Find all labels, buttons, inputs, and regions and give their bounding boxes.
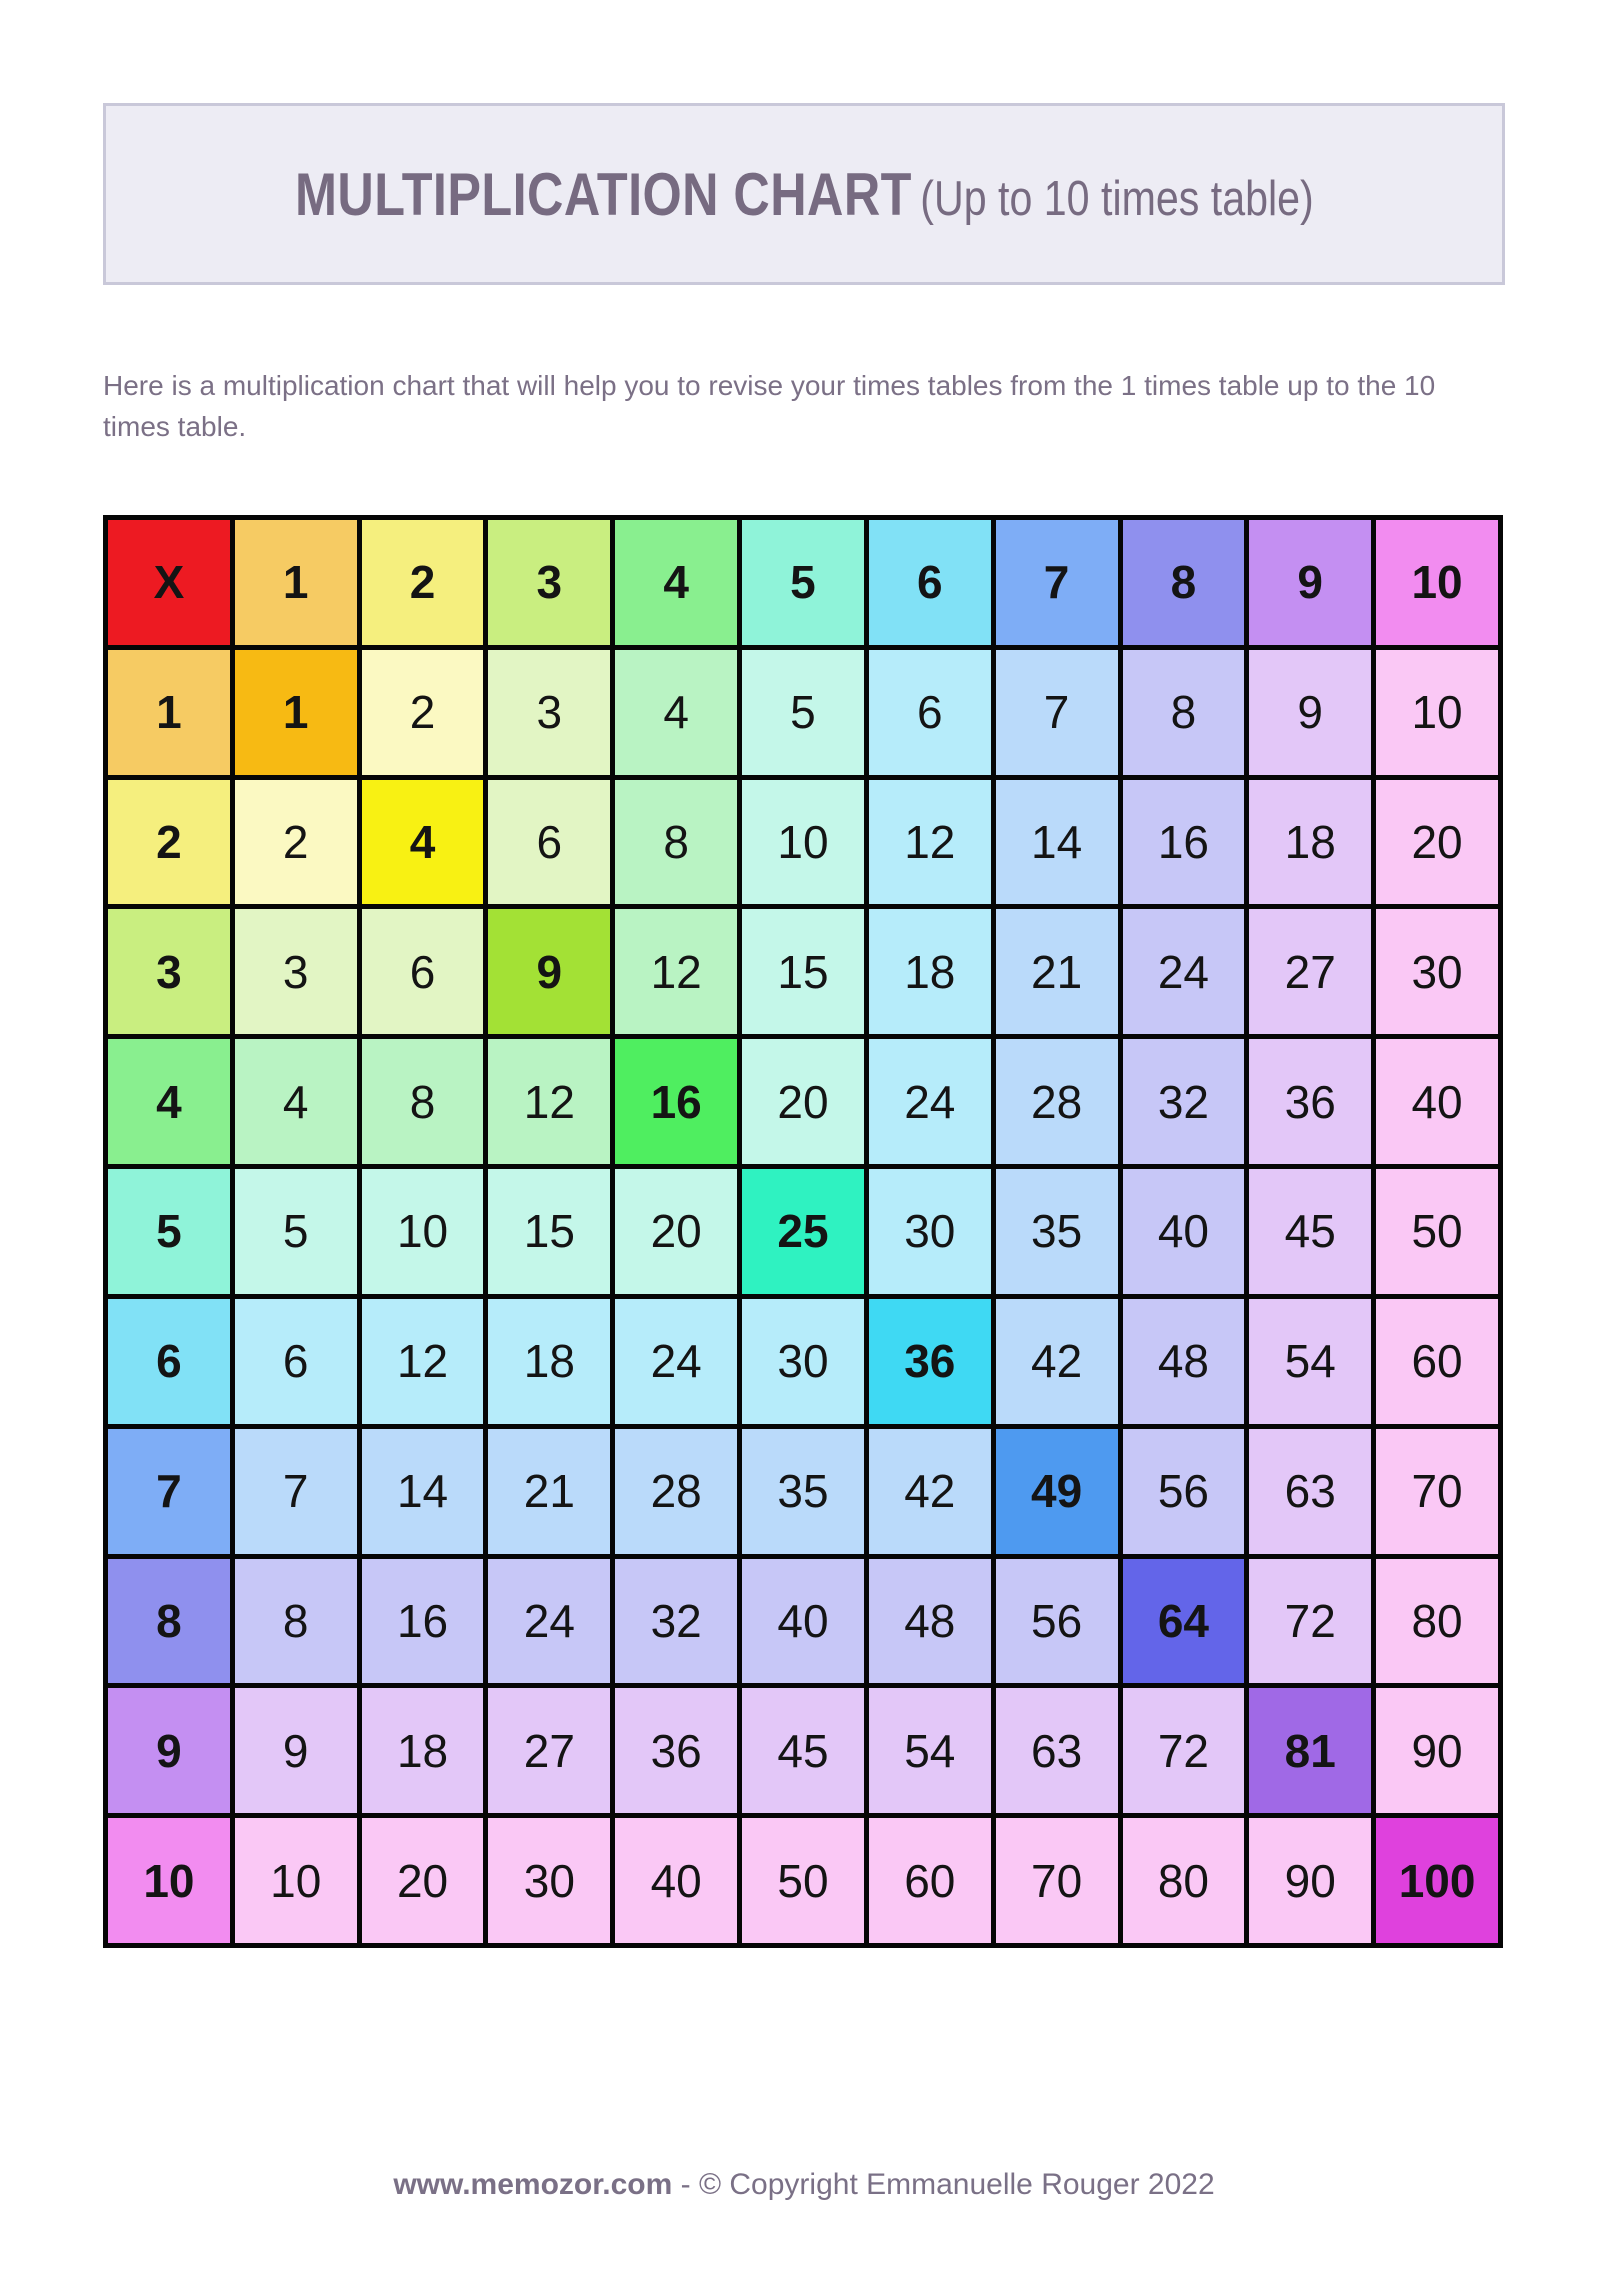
- cell-5x4: 20: [613, 1167, 740, 1297]
- cell-10x7: 70: [993, 1816, 1120, 1946]
- cell-1x5: 5: [740, 647, 867, 777]
- multiplication-table-body: [106, 518, 1501, 1946]
- cell-4x7: 28: [993, 1037, 1120, 1167]
- footer-copyright: © Copyright Emmanuelle Rouger 2022: [698, 2168, 1215, 2201]
- cell-9x1: 9: [232, 1686, 359, 1816]
- cell-3x6: 18: [866, 907, 993, 1037]
- cell-8x1: 8: [232, 1556, 359, 1686]
- cell-8x7: 56: [993, 1556, 1120, 1686]
- column-header-7: 7: [993, 518, 1120, 648]
- cell-3x7: 21: [993, 907, 1120, 1037]
- cell-4x9: 36: [1247, 1037, 1374, 1167]
- cell-2x7: 14: [993, 777, 1120, 907]
- cell-8x8: 64: [1120, 1556, 1247, 1686]
- row-header-9: 9: [106, 1686, 233, 1816]
- cell-4x5: 20: [740, 1037, 867, 1167]
- row-header-8: 8: [106, 1556, 233, 1686]
- cell-10x6: 60: [866, 1816, 993, 1946]
- cell-8x9: 72: [1247, 1556, 1374, 1686]
- cell-1x7: 7: [993, 647, 1120, 777]
- row-header-3: 3: [106, 907, 233, 1037]
- table-row-6: [106, 1296, 1501, 1426]
- cell-2x2: 4: [359, 777, 486, 907]
- cell-7x5: 35: [740, 1426, 867, 1556]
- cell-6x1: 6: [232, 1296, 359, 1426]
- footer: [103, 2168, 1505, 2202]
- cell-10x9: 90: [1247, 1816, 1374, 1946]
- table-row-5: [106, 1167, 1501, 1297]
- multiplication-table: [103, 515, 1503, 1948]
- cell-3x1: 3: [232, 907, 359, 1037]
- cell-3x8: 24: [1120, 907, 1247, 1037]
- cell-5x10: 50: [1374, 1167, 1501, 1297]
- cell-6x5: 30: [740, 1296, 867, 1426]
- cell-1x2: 2: [359, 647, 486, 777]
- cell-3x9: 27: [1247, 907, 1374, 1037]
- cell-7x10: 70: [1374, 1426, 1501, 1556]
- title-suffix: (Up to 10 times table): [919, 171, 1314, 226]
- cell-5x1: 5: [232, 1167, 359, 1297]
- cell-6x10: 60: [1374, 1296, 1501, 1426]
- cell-6x7: 42: [993, 1296, 1120, 1426]
- cell-4x8: 32: [1120, 1037, 1247, 1167]
- column-header-4: 4: [613, 518, 740, 648]
- cell-9x5: 45: [740, 1686, 867, 1816]
- column-header-3: 3: [486, 518, 613, 648]
- cell-9x4: 36: [613, 1686, 740, 1816]
- corner-cell-x: X: [106, 518, 233, 648]
- cell-8x4: 32: [613, 1556, 740, 1686]
- cell-7x9: 63: [1247, 1426, 1374, 1556]
- row-header-6: 6: [106, 1296, 233, 1426]
- cell-6x6: 36: [866, 1296, 993, 1426]
- cell-6x3: 18: [486, 1296, 613, 1426]
- cell-2x5: 10: [740, 777, 867, 907]
- cell-10x5: 50: [740, 1816, 867, 1946]
- intro-text: Here is a multiplication chart that will help you to revise your times tables from the 1 times table up to the 10 times table.: [103, 370, 1436, 442]
- cell-1x1: 1: [232, 647, 359, 777]
- table-row-4: [106, 1037, 1501, 1167]
- cell-7x2: 14: [359, 1426, 486, 1556]
- table-row-9: [106, 1686, 1501, 1816]
- cell-1x8: 8: [1120, 647, 1247, 777]
- cell-5x6: 30: [866, 1167, 993, 1297]
- cell-7x8: 56: [1120, 1426, 1247, 1556]
- cell-3x3: 9: [486, 907, 613, 1037]
- cell-10x4: 40: [613, 1816, 740, 1946]
- cell-1x3: 3: [486, 647, 613, 777]
- cell-10x3: 30: [486, 1816, 613, 1946]
- cell-6x2: 12: [359, 1296, 486, 1426]
- cell-4x2: 8: [359, 1037, 486, 1167]
- cell-1x6: 6: [866, 647, 993, 777]
- row-header-1: 1: [106, 647, 233, 777]
- cell-6x8: 48: [1120, 1296, 1247, 1426]
- table-row-3: [106, 907, 1501, 1037]
- cell-8x6: 48: [866, 1556, 993, 1686]
- column-header-10: 10: [1374, 518, 1501, 648]
- cell-10x1: 10: [232, 1816, 359, 1946]
- cell-5x8: 40: [1120, 1167, 1247, 1297]
- cell-3x2: 6: [359, 907, 486, 1037]
- cell-7x1: 7: [232, 1426, 359, 1556]
- cell-9x6: 54: [866, 1686, 993, 1816]
- column-header-2: 2: [359, 518, 486, 648]
- cell-9x2: 18: [359, 1686, 486, 1816]
- table-row-1: [106, 647, 1501, 777]
- column-header-8: 8: [1120, 518, 1247, 648]
- row-header-4: 4: [106, 1037, 233, 1167]
- page-title: [295, 160, 1314, 229]
- header-row: [106, 518, 1501, 648]
- cell-5x9: 45: [1247, 1167, 1374, 1297]
- cell-5x2: 10: [359, 1167, 486, 1297]
- cell-4x3: 12: [486, 1037, 613, 1167]
- column-header-6: 6: [866, 518, 993, 648]
- cell-9x10: 90: [1374, 1686, 1501, 1816]
- cell-2x4: 8: [613, 777, 740, 907]
- cell-7x7: 49: [993, 1426, 1120, 1556]
- cell-2x10: 20: [1374, 777, 1501, 907]
- cell-2x8: 16: [1120, 777, 1247, 907]
- cell-1x9: 9: [1247, 647, 1374, 777]
- cell-9x3: 27: [486, 1686, 613, 1816]
- cell-1x4: 4: [613, 647, 740, 777]
- cell-8x10: 80: [1374, 1556, 1501, 1686]
- footer-separator: -: [672, 2168, 699, 2201]
- column-header-9: 9: [1247, 518, 1374, 648]
- cell-9x8: 72: [1120, 1686, 1247, 1816]
- cell-3x4: 12: [613, 907, 740, 1037]
- cell-8x2: 16: [359, 1556, 486, 1686]
- column-header-5: 5: [740, 518, 867, 648]
- table-row-2: [106, 777, 1501, 907]
- table-row-10: [106, 1816, 1501, 1946]
- column-header-1: 1: [232, 518, 359, 648]
- cell-4x6: 24: [866, 1037, 993, 1167]
- footer-site-url: www.memozor.com: [393, 2168, 673, 2201]
- cell-5x5: 25: [740, 1167, 867, 1297]
- cell-3x5: 15: [740, 907, 867, 1037]
- cell-10x10: 100: [1374, 1816, 1501, 1946]
- cell-10x2: 20: [359, 1816, 486, 1946]
- cell-8x5: 40: [740, 1556, 867, 1686]
- row-header-5: 5: [106, 1167, 233, 1297]
- cell-2x3: 6: [486, 777, 613, 907]
- cell-5x3: 15: [486, 1167, 613, 1297]
- cell-4x4: 16: [613, 1037, 740, 1167]
- cell-2x1: 2: [232, 777, 359, 907]
- title-box: [103, 103, 1505, 285]
- row-header-2: 2: [106, 777, 233, 907]
- cell-2x9: 18: [1247, 777, 1374, 907]
- cell-4x10: 40: [1374, 1037, 1501, 1167]
- row-header-7: 7: [106, 1426, 233, 1556]
- table-row-8: [106, 1556, 1501, 1686]
- cell-9x9: 81: [1247, 1686, 1374, 1816]
- cell-10x8: 80: [1120, 1816, 1247, 1946]
- cell-6x4: 24: [613, 1296, 740, 1426]
- cell-5x7: 35: [993, 1167, 1120, 1297]
- cell-3x10: 30: [1374, 907, 1501, 1037]
- cell-4x1: 4: [232, 1037, 359, 1167]
- cell-9x7: 63: [993, 1686, 1120, 1816]
- cell-1x10: 10: [1374, 647, 1501, 777]
- cell-8x3: 24: [486, 1556, 613, 1686]
- cell-7x6: 42: [866, 1426, 993, 1556]
- cell-7x3: 21: [486, 1426, 613, 1556]
- title-main: MULTIPLICATION CHART: [294, 160, 912, 228]
- cell-7x4: 28: [613, 1426, 740, 1556]
- table-row-7: [106, 1426, 1501, 1556]
- cell-6x9: 54: [1247, 1296, 1374, 1426]
- row-header-10: 10: [106, 1816, 233, 1946]
- cell-2x6: 12: [866, 777, 993, 907]
